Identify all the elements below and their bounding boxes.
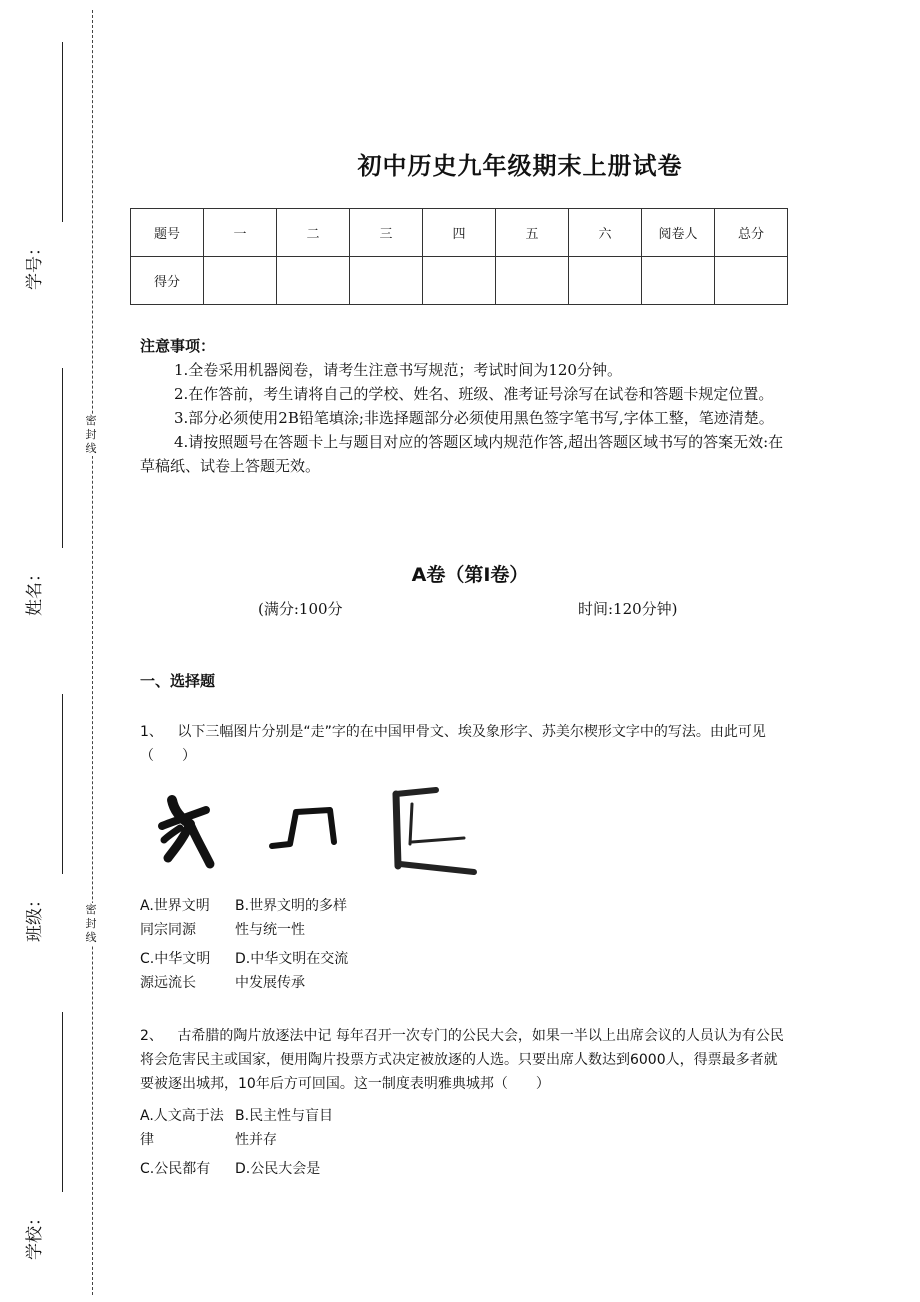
header-cell: 题号 <box>131 209 204 257</box>
option-text: 世界文明的多样性与统一性 <box>235 898 348 938</box>
oracle-bone-glyph <box>162 800 210 864</box>
option-letter: B. <box>235 898 250 914</box>
header-cell: 五 <box>496 209 569 257</box>
header-cell: 六 <box>569 209 642 257</box>
header-cell: 阅卷人 <box>642 209 715 257</box>
question-text: 以下三幅图片分别是“走”字的在中国甲骨文、埃及象形字、苏美尔楔形文字中的写法。由此可见（ ） <box>140 724 766 764</box>
option-d[interactable] <box>235 947 351 995</box>
option-a[interactable] <box>140 1104 224 1152</box>
option-letter: C. <box>140 951 155 967</box>
option-text: 民主性与盲目性并存 <box>235 1108 334 1148</box>
exam-title: 初中历史九年级期末上册试卷 <box>357 151 683 180</box>
option-text: 人文高于法律 <box>140 1108 224 1148</box>
volume-title: A卷（第I卷） <box>411 564 529 586</box>
seal-line-mark-upper <box>82 414 100 456</box>
option-text: 中华文明在交流中发展传承 <box>235 951 349 991</box>
header-cell: 总分 <box>715 209 788 257</box>
option-b[interactable] <box>235 894 351 942</box>
option-text: 中华文明源远流长 <box>140 951 211 991</box>
name-underline[interactable] <box>62 368 63 548</box>
binding-dashed-line <box>92 10 93 1295</box>
notes-heading: 注意事项： <box>140 337 216 355</box>
question-text: 古希腊的陶片放逐法中记 每年召开一次专门的公民大会，如果一半以上出席会议的人员认为有公民将会危害民主或国家，便用陶片投票方式决定被放逐的人选。只要出席人数达到6000人，得票最多者就要被逐出城邦，10年后方可回国。这一制度表明雅典城邦（ ） <box>140 1028 784 1092</box>
question-number: 2、 <box>140 1028 163 1044</box>
option-c[interactable] <box>140 1157 230 1181</box>
score-table <box>130 208 788 305</box>
question-number: 1、 <box>140 724 163 740</box>
option-c[interactable] <box>140 947 220 995</box>
student-id-label: 学号： <box>25 239 45 290</box>
score-cell[interactable] <box>277 257 350 305</box>
score-table-score-row <box>131 257 788 305</box>
score-cell[interactable] <box>569 257 642 305</box>
name-label: 姓名： <box>25 565 45 616</box>
exam-notes <box>140 334 790 478</box>
header-cell: 二 <box>277 209 350 257</box>
school-underline[interactable] <box>62 1012 63 1192</box>
option-b[interactable] <box>235 1104 347 1152</box>
question-2 <box>140 1024 785 1096</box>
seal-char: 密 <box>85 903 97 916</box>
option-letter: A. <box>140 898 154 914</box>
score-cell[interactable] <box>350 257 423 305</box>
option-letter: D. <box>235 951 251 967</box>
ancient-script-images <box>150 782 490 882</box>
option-letter: C. <box>140 1161 155 1177</box>
question-1 <box>140 720 785 768</box>
seal-line-mark-lower <box>82 903 100 945</box>
note-item: 1.全卷采用机器阅卷，请考生注意书写规范；考试时间为120分钟。 <box>174 361 622 379</box>
option-letter: A. <box>140 1108 154 1124</box>
section-title: 一、选择题 <box>140 672 216 690</box>
cuneiform-glyph <box>396 790 474 872</box>
seal-char: 封 <box>85 428 97 441</box>
score-cell[interactable] <box>715 257 788 305</box>
note-item: 3.部分必须使用2B铅笔填涂;非选择题部分必须使用黑色签字笔书写,字体工整，笔迹清楚。 <box>174 409 774 427</box>
seal-char: 线 <box>85 442 97 455</box>
full-score: (满分:100分 <box>258 600 343 618</box>
egyptian-hieroglyph <box>272 810 334 846</box>
score-cell[interactable] <box>423 257 496 305</box>
exam-time: 时间:120分钟) <box>578 600 678 618</box>
score-table-header-row <box>131 209 788 257</box>
score-cell[interactable] <box>642 257 715 305</box>
option-text: 公民都有 <box>154 1161 211 1177</box>
option-d[interactable] <box>235 1157 347 1181</box>
class-label: 班级： <box>25 891 45 942</box>
class-underline[interactable] <box>62 694 63 874</box>
score-row-label: 得分 <box>131 257 204 305</box>
option-letter: B. <box>235 1108 250 1124</box>
option-letter: D. <box>235 1161 251 1177</box>
school-field[interactable] <box>20 1010 60 1270</box>
note-item: 2.在作答前，考生请将自己的学校、姓名、班级、准考证号涂写在试卷和答题卡规定位置。 <box>174 385 774 403</box>
header-cell: 四 <box>423 209 496 257</box>
seal-char: 封 <box>85 917 97 930</box>
option-text: 公民大会是 <box>250 1161 321 1177</box>
score-cell[interactable] <box>204 257 277 305</box>
option-a[interactable] <box>140 894 220 942</box>
header-cell: 一 <box>204 209 277 257</box>
note-item: 4.请按照题号在答题卡上与题目对应的答题区域内规范作答,超出答题区域书写的答案无效:在草稿纸、试卷上答题无效。 <box>140 433 784 475</box>
seal-char: 线 <box>85 931 97 944</box>
header-cell: 三 <box>350 209 423 257</box>
score-cell[interactable] <box>496 257 569 305</box>
school-label: 学校： <box>25 1209 45 1260</box>
seal-char: 密 <box>85 414 97 427</box>
option-text: 世界文明同宗同源 <box>140 898 210 938</box>
student-id-underline[interactable] <box>62 42 63 222</box>
class-field[interactable] <box>20 690 60 950</box>
